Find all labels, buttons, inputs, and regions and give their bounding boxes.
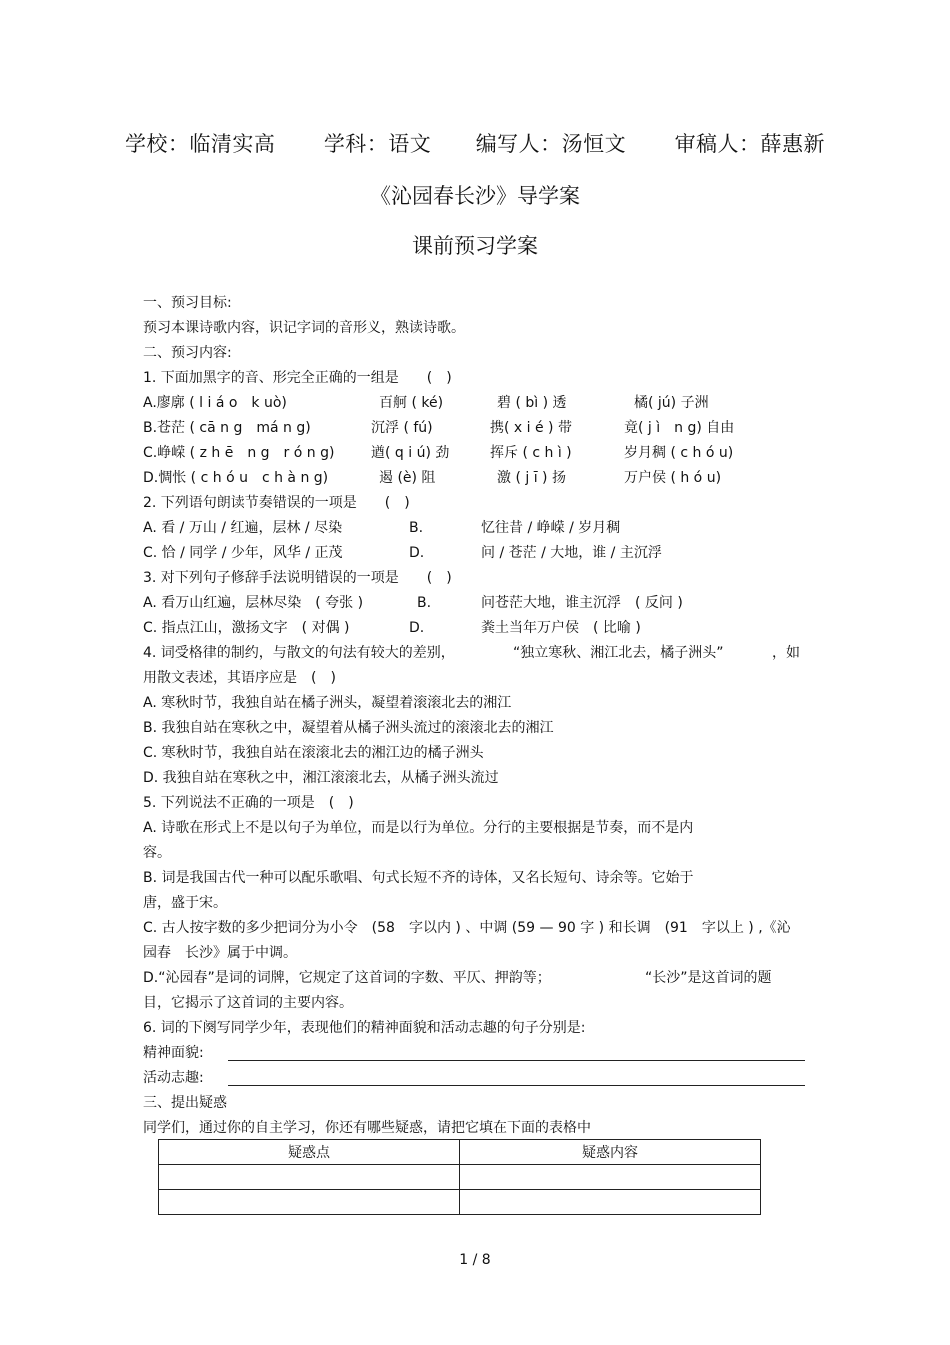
q4-option-b: B. 我独自站在寒秋之中，凝望着从橘子洲头流过的滚滚北去的湘江 xyxy=(143,720,554,736)
q4-option-d: D. 我独自站在寒秋之中，湘江滚滚北去，从橘子洲头流过 xyxy=(143,770,499,786)
q4-option-a: A. 寒秋时节，我独自站在橘子洲头，凝望着滚滚北去的湘江 xyxy=(143,695,512,711)
question-1: 1. 下面加黑字的音、形完全正确的一组是 ( ) xyxy=(143,370,452,386)
q5-option-b-cont: 唐，盛于宋。 xyxy=(143,895,227,911)
table-cell[interactable] xyxy=(460,1190,761,1215)
school-label: 学校：临清实高 xyxy=(124,132,276,156)
paragraph: 预习本课诗歌内容，识记字词的音形义，熟读诗歌。 xyxy=(143,320,465,336)
section-heading: 二、预习内容: xyxy=(143,345,232,361)
answer-blank-short xyxy=(228,1060,262,1061)
q5-option-b: B. 词是我国古代一种可以配乐歌唱、句式长短不齐的诗体，又名长短句、诗余等。它始于 xyxy=(143,870,694,886)
paragraph: 同学们，通过你的自主学习，你还有哪些疑惑，请把它填在下面的表格中 xyxy=(143,1120,591,1136)
reviewer-label: 审稿人：薛惠新 xyxy=(674,132,826,156)
answer-blank-interest[interactable] xyxy=(228,1085,805,1086)
q5-option-a-cont: 容。 xyxy=(143,845,171,861)
subject-label: 学科：语文 xyxy=(323,132,432,156)
document-title: 《沁园春长沙》导学案 xyxy=(370,184,580,208)
section-heading: 一、预习目标: xyxy=(143,295,232,311)
table-header-cell: 疑惑内容 xyxy=(460,1140,761,1165)
answer-blank-spirit[interactable] xyxy=(262,1060,805,1061)
question-6: 6. 词的下阕写同学少年，表现他们的精神面貌和活动志趣的句子分别是: xyxy=(143,1020,586,1036)
question-4-cont: 用散文表述，其语序应是 ( ) xyxy=(143,670,336,686)
table-cell[interactable] xyxy=(159,1165,460,1190)
question-2: 2. 下列语句朗读节奏错误的一项是 ( ) xyxy=(143,495,410,511)
q5-option-d-cont: 目，它揭示了这首词的主要内容。 xyxy=(143,995,353,1011)
document-subtitle: 课前预习学案 xyxy=(412,234,538,258)
q5-option-c: C. 古人按字数的多少把词分为小令 (58 字以内 ) 、中调 (59 — 90 字 ) 和长调 (91 字以上 ) ,《沁 xyxy=(143,920,791,936)
question-3: 3. 对下列句子修辞手法说明错误的一项是 ( ) xyxy=(143,570,452,586)
doubt-table xyxy=(158,1139,761,1215)
q5-option-c-cont: 园春 长沙》属于中调。 xyxy=(143,945,297,961)
table-header-cell: 疑惑点 xyxy=(159,1140,460,1165)
table-cell[interactable] xyxy=(159,1190,460,1215)
q5-option-a: A. 诗歌在形式上不是以句子为单位，而是以行为单位。分行的主要根据是节奏，而不是内 xyxy=(143,820,694,836)
table-row xyxy=(159,1190,761,1215)
question-5: 5. 下列说法不正确的一项是 ( ) xyxy=(143,795,354,811)
answer-label-interest: 活动志趣: xyxy=(143,1070,204,1086)
header-info xyxy=(0,128,950,158)
section-heading: 三、提出疑惑 xyxy=(143,1095,227,1111)
table-row xyxy=(159,1165,761,1190)
author-label: 编写人：汤恒文 xyxy=(475,132,627,156)
table-cell[interactable] xyxy=(460,1165,761,1190)
page-number: 1 / 8 xyxy=(459,1252,491,1268)
q4-option-c: C. 寒秋时节，我独自站在滚滚北去的湘江边的橘子洲头 xyxy=(143,745,484,761)
table-header-row xyxy=(159,1140,761,1165)
answer-label-spirit: 精神面貌: xyxy=(143,1045,204,1061)
